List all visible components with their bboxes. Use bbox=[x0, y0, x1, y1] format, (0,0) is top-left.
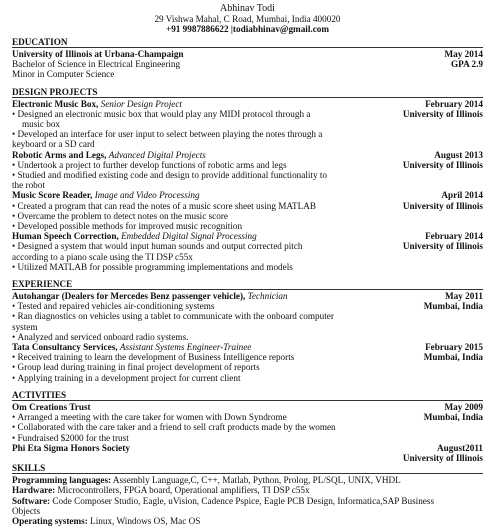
address-line: 29 Vishwa Mahal, C Road, Mumbai, India 400020 bbox=[154, 14, 341, 24]
skills-label: Software: bbox=[12, 495, 51, 506]
activity-date: May 2009 bbox=[444, 401, 483, 412]
resume-page bbox=[12, 0, 483, 526]
experience-entry bbox=[12, 342, 483, 383]
bullet-item: • Tested and repaired vehicles air-conditioning systems bbox=[12, 301, 416, 311]
section-divider bbox=[12, 473, 483, 474]
skills-hardware bbox=[12, 485, 483, 495]
bullet-item: • Overcame the problem to detect notes on the music score bbox=[12, 211, 483, 221]
bullet-item: • Analyzed and serviced onboard radio systems. bbox=[12, 332, 483, 342]
project-date: April 2014 bbox=[441, 190, 483, 201]
bullet-item: • Group lead during training in final project development of reports bbox=[12, 362, 483, 372]
skills-value: Linux, Windows OS, Mac OS bbox=[90, 515, 201, 526]
project-role: Embedded Digital Signal Processing bbox=[121, 231, 257, 242]
degree-row bbox=[12, 59, 483, 69]
project-entry bbox=[12, 190, 483, 231]
experience-entry bbox=[12, 291, 483, 342]
employer-name: Tata Consultancy Services, bbox=[12, 342, 118, 353]
project-place: University of Illinois bbox=[402, 200, 483, 211]
skills-programming bbox=[12, 475, 483, 485]
project-place: University of Illinois bbox=[402, 108, 483, 119]
bullet-item: • Studied and modified existing code and design to provide additional functionality to bbox=[12, 170, 483, 180]
job-role: Assistant Systems Engineer-Trainee bbox=[119, 342, 252, 353]
project-place: University of Illinois bbox=[402, 159, 483, 170]
activity-entry bbox=[12, 402, 483, 443]
education-date: May 2014 bbox=[444, 49, 483, 59]
resume-header bbox=[12, 3, 483, 34]
skills-value: Assembly Language,C, C++, Matlab, Python, Prolog, PL/SQL, UNIX, VHDL bbox=[112, 475, 401, 486]
project-role: Advanced Digital Projects bbox=[108, 149, 206, 160]
project-entry bbox=[12, 99, 483, 150]
bullet-item: • Developed possible methods for improved music recognition bbox=[12, 221, 483, 231]
bullet-item: • Designed a system that would input human sounds and output corrected pitch bbox=[12, 241, 395, 251]
bullet-continuation: system bbox=[12, 321, 38, 332]
skills-label: Operating systems: bbox=[12, 515, 88, 526]
activity-name: Phi Eta Sigma Honors Society bbox=[12, 442, 130, 453]
bullet-item: • Designed an electronic music box that would play any MIDI protocol through a bbox=[12, 109, 395, 119]
section-divider bbox=[12, 400, 483, 401]
section-divider bbox=[12, 97, 483, 98]
section-title-activities: ACTIVITIES bbox=[12, 389, 67, 400]
project-name: Electronic Music Box, bbox=[12, 98, 99, 109]
skills-software bbox=[12, 496, 483, 506]
activity-place: Mumbai, India bbox=[423, 412, 483, 423]
bullet-item: • Collaborated with the care taker and a friend to sell craft products made by the women bbox=[12, 422, 483, 432]
bullet-item: • Developed an interface for user input to select between playing the notes through a bbox=[12, 129, 483, 139]
skills-os bbox=[12, 516, 483, 526]
minor: Minor in Computer Science bbox=[12, 69, 115, 80]
job-place: Mumbai, India bbox=[423, 301, 483, 312]
skills-software-continuation: Objects bbox=[12, 505, 41, 516]
bullet-continuation: the robot bbox=[12, 180, 45, 191]
education-row bbox=[12, 49, 483, 59]
project-name: Music Score Reader, bbox=[12, 190, 93, 201]
activity-date: August2011 bbox=[437, 442, 483, 453]
applicant-name: Abhinav Todi bbox=[220, 3, 275, 14]
bullet-continuation: according to a piano scale using the TI DSP c55x bbox=[12, 251, 193, 262]
project-role: Image and Video Processing bbox=[94, 190, 200, 201]
skills-label: Programming languages: bbox=[12, 475, 112, 486]
project-place: University of Illinois bbox=[402, 241, 483, 252]
section-title-projects: DESIGN PROJECTS bbox=[12, 86, 98, 97]
bullet-item: • Undertook a project to further develop functions of robotic arms and legs bbox=[12, 160, 395, 170]
project-date: February 2014 bbox=[425, 231, 483, 242]
bullet-item: • Received training to learn the development of Business Intelligence reports bbox=[12, 352, 416, 362]
bullet-continuation: music box bbox=[22, 119, 61, 130]
section-title-education: EDUCATION bbox=[12, 37, 68, 47]
section-title-experience: EXPERIENCE bbox=[12, 279, 73, 290]
activity-name: Om Creations Trust bbox=[12, 401, 91, 412]
job-date: May 2011 bbox=[444, 291, 483, 302]
job-date: February 2015 bbox=[425, 342, 483, 353]
job-role: Technician bbox=[247, 291, 288, 302]
employer-name: Autohangar (Dealers for Mercedes Benz passenger vehicle), bbox=[12, 291, 246, 302]
skills-value: Microcontrollers, FPGA board, Operational amplifiers, TI DSP c55x bbox=[57, 485, 310, 496]
section-divider bbox=[12, 289, 483, 290]
project-date: August 2013 bbox=[434, 149, 483, 160]
section-divider bbox=[12, 47, 483, 48]
bullet-item: • Created a program that can read the notes of a music score sheet using MATLAB bbox=[12, 201, 395, 211]
skills-label: Hardware: bbox=[12, 485, 56, 496]
contact-line: +91 9987886622 |todiabhinav@gmail.com bbox=[165, 24, 330, 34]
project-name: Human Speech Correction, bbox=[12, 231, 119, 242]
project-entry bbox=[12, 150, 483, 191]
bullet-item: • Fundraised $2000 for the trust bbox=[12, 433, 483, 443]
activity-place: University of Illinois bbox=[402, 452, 483, 463]
bullet-item: • Arranged a meeting with the care taker for women with Down Syndrome bbox=[12, 412, 416, 422]
project-name: Robotic Arms and Legs, bbox=[12, 149, 107, 160]
project-role: Senior Design Project bbox=[100, 98, 182, 109]
gpa: GPA 2.9 bbox=[451, 59, 483, 70]
bullet-continuation: keyboard or a SD card bbox=[12, 139, 95, 150]
bullet-item: • Utilized MATLAB for possible programming implementations and models bbox=[12, 262, 483, 272]
school-name: University of Illinois at Urbana-Champaign bbox=[12, 49, 184, 59]
bullet-item: • Applying training in a development project for current client bbox=[12, 373, 483, 383]
skills-value: Code Composer Studio, Eagle, uVision, Cadence Pspice, Eagle PCB Design, Informatica,SAP Business bbox=[52, 495, 435, 506]
project-date: February 2014 bbox=[425, 98, 483, 109]
activity-entry bbox=[12, 443, 483, 463]
section-title-skills: SKILLS bbox=[12, 463, 46, 474]
job-place: Mumbai, India bbox=[423, 352, 483, 363]
bullet-item: • Ran diagnostics on vehicles using a tablet to communicate with the onboard computer bbox=[12, 311, 483, 321]
project-entry bbox=[12, 231, 483, 272]
degree: Bachelor of Science in Electrical Engineering bbox=[12, 59, 181, 70]
